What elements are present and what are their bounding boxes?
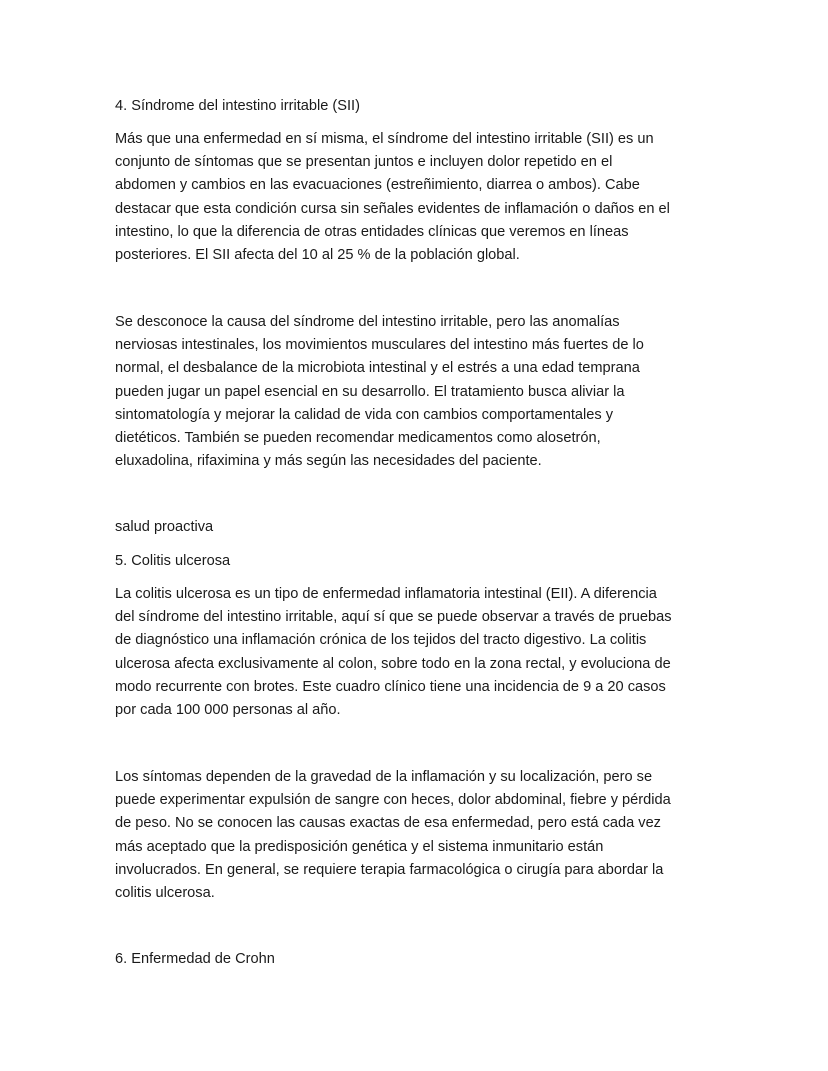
text-line: posteriores. El SII afecta del 10 al 25 % de la población global. [115, 247, 520, 264]
text-line: nerviosas intestinales, los movimientos musculares del intestino más fuertes de lo [115, 337, 644, 354]
text-line: puede experimentar expulsión de sangre con heces, dolor abdominal, fiebre y pérdida [115, 792, 671, 809]
text-line: Los síntomas dependen de la gravedad de la inflamación y su localización, pero se [115, 769, 653, 785]
text-line: La colitis ulcerosa es un tipo de enfermedad inflamatoria intestinal (EII). A diferencia [115, 586, 657, 602]
text-line: de diagnóstico una inflamación crónica de los tejidos del tracto digestivo. La colitis [115, 632, 647, 649]
text-line: pueden jugar un papel esencial en su desarrollo. El tratamiento busca aliviar la [115, 383, 625, 400]
text-line: ulcerosa afecta exclusivamente al colon, sobre todo en la zona rectal, y evoluciona de [115, 655, 671, 672]
text-line: destacar que esta condición cursa sin señales evidentes de inflamación o daños en el [115, 200, 670, 217]
text-line: eluxadolina, rifaximina y más según las necesidades del paciente. [115, 453, 542, 470]
text-line: colitis ulcerosa. [115, 885, 215, 902]
text-line: abdomen y cambios en las evacuaciones (estreñimiento, diarrea o ambos). Cabe [115, 177, 640, 194]
text-line: sintomatología y mejorar la calidad de vida con cambios comportamentales y [115, 406, 614, 423]
text-line: de peso. No se conocen las causas exactas de esa enfermedad, pero está cada vez [115, 815, 661, 832]
text-line: del síndrome del intestino irritable, aquí sí que se puede observar a través de pruebas [115, 609, 672, 626]
section-5-heading: 5. Colitis ulcerosa [115, 553, 231, 569]
text-line: intestino, lo que la diferencia de otras entidades clínicas que veremos en líneas [115, 223, 629, 240]
text-line: involucrados. En general, se requiere terapia farmacológica o cirugía para abordar la [115, 861, 664, 878]
section-6-heading: 6. Enfermedad de Crohn [115, 951, 275, 967]
text-line: normal, el desbalance de la microbiota intestinal y el estrés a una edad temprana [115, 360, 640, 377]
text-line: Más que una enfermedad en sí misma, el síndrome del intestino irritable (SII) es un [115, 131, 654, 147]
note-text: salud proactiva [115, 519, 214, 535]
text-line: conjunto de síntomas que se presentan juntos e incluyen dolor repetido en el [115, 154, 613, 171]
section-5-paragraph-1 [115, 583, 725, 722]
text-line: más aceptado que la predisposición genética y el sistema inmunitario están [115, 838, 604, 855]
text-line: dietéticos. También se pueden recomendar medicamentos como alosetrón, [115, 430, 601, 447]
text-line: Se desconoce la causa del síndrome del intestino irritable, pero las anomalías [115, 314, 620, 330]
section-4-paragraph-2 [115, 311, 725, 473]
section-4-heading: 4. Síndrome del intestino irritable (SII) [115, 98, 360, 114]
text-line: por cada 100 000 personas al año. [115, 702, 341, 719]
text-line: modo recurrente con brotes. Este cuadro clínico tiene una incidencia de 9 a 20 casos [115, 678, 666, 695]
section-4-paragraph-1 [115, 128, 725, 267]
section-5-paragraph-2 [115, 766, 725, 905]
